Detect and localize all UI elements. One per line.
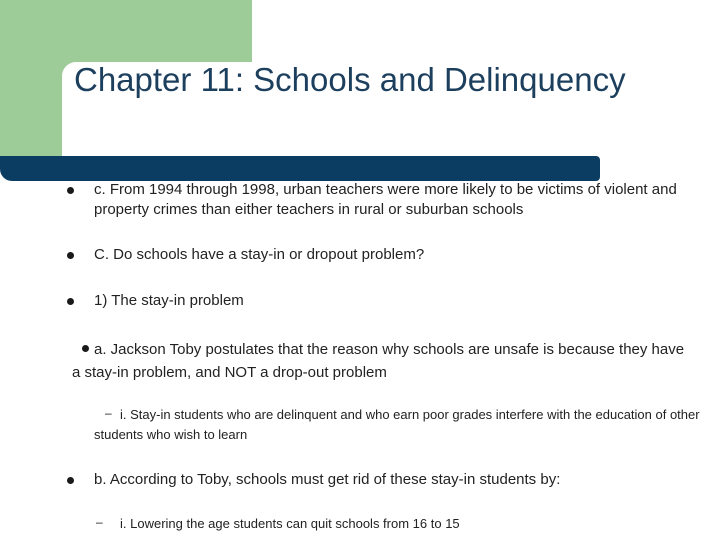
bullet-icon xyxy=(67,252,74,259)
bullet-icon xyxy=(67,298,74,305)
sub-bullet-item: i. Lowering the age students can quit schools from 16 to 15 xyxy=(120,516,460,531)
title-underline-bar xyxy=(0,156,600,181)
dash-marker: – xyxy=(96,515,103,529)
bullet-item: b. According to Toby, schools must get rid of these stay-in students by: xyxy=(94,471,561,488)
bullet-item: c. From 1994 through 1998, urban teachers were more likely to be victims of violent and property crimes than either teachers in rural or suburban schools xyxy=(94,181,677,218)
bullet-icon xyxy=(67,477,74,484)
dash-marker: – xyxy=(105,406,112,420)
bullet-item: 1) The stay-in problem xyxy=(94,292,244,309)
sub-bullet-item: i. Stay-in students who are delinquent and who earn poor grades interfere with the education of other students who wish to learn xyxy=(94,407,700,442)
slide-title: Chapter 11: Schools and Delinquency xyxy=(74,61,626,98)
bullet-item: a. Jackson Toby postulates that the reason why schools are unsafe is because they have a stay-in problem, and NOT a drop-out problem xyxy=(72,341,685,381)
bullet-item: C. Do schools have a stay-in or dropout problem? xyxy=(94,246,425,263)
bullet-icon xyxy=(67,187,74,194)
